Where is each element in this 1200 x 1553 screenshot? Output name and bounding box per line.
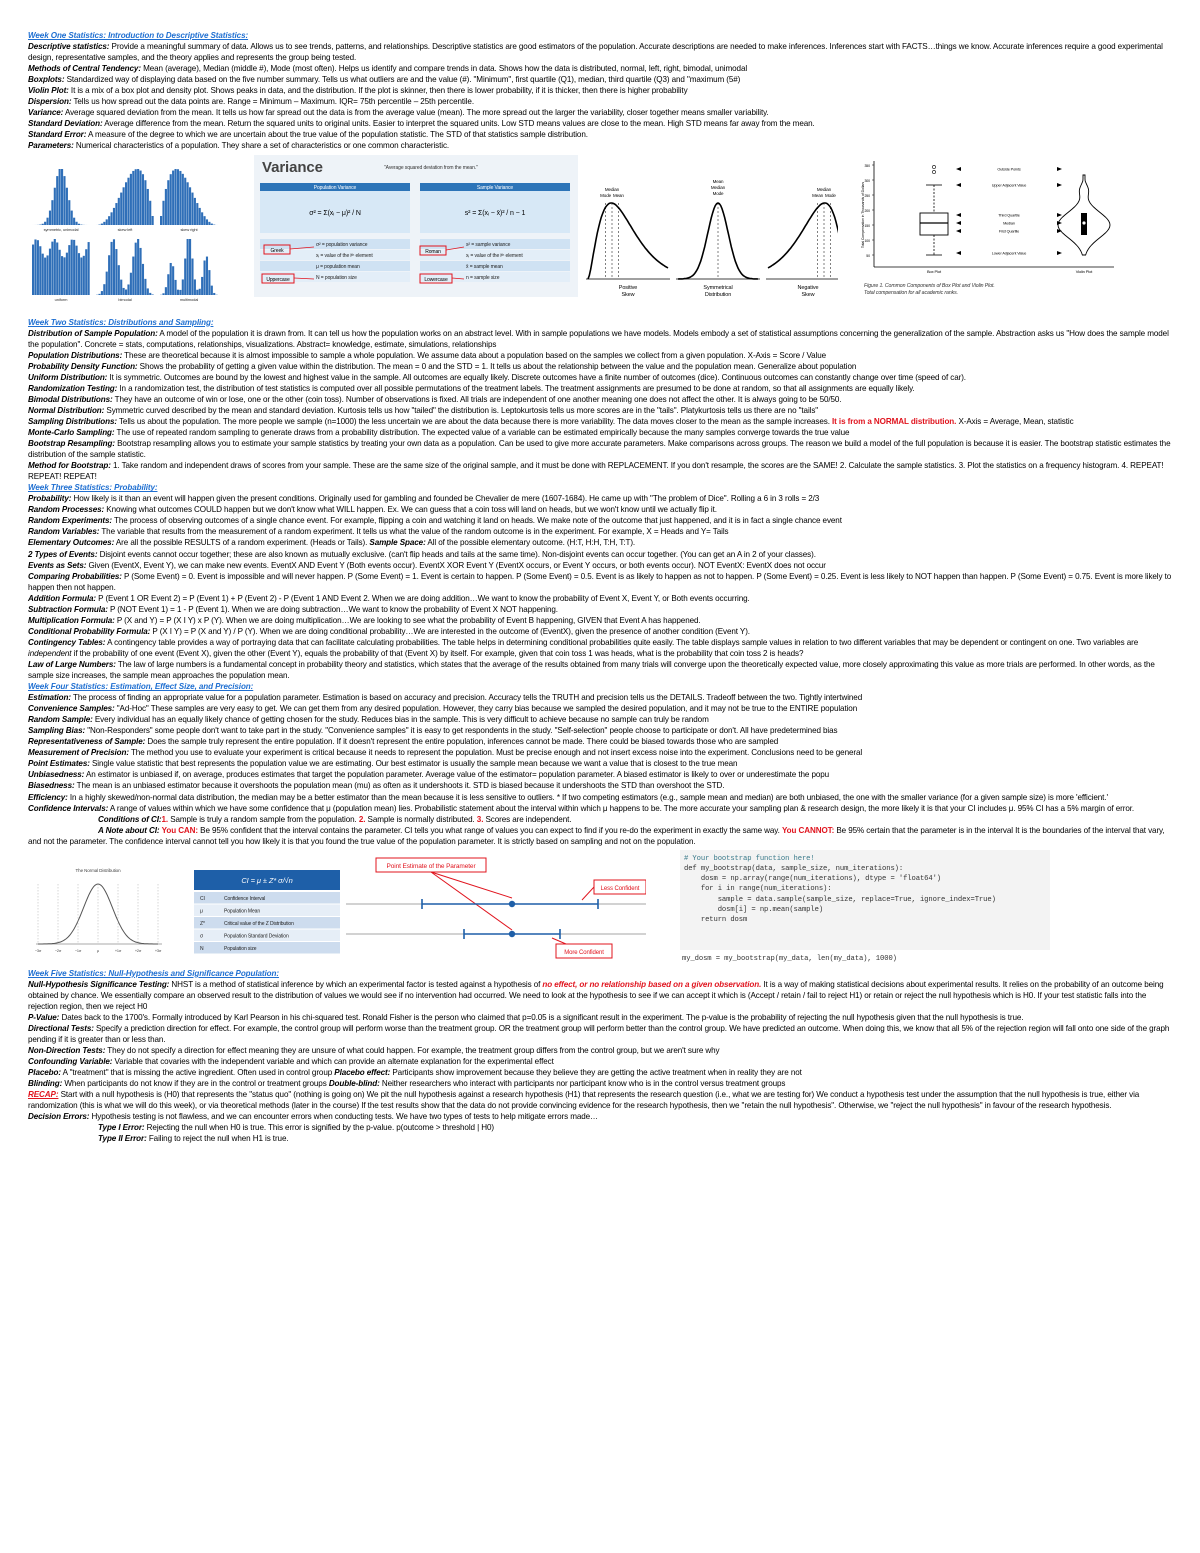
variance-quote: "Average squared deviation from the mean.": [384, 164, 478, 171]
greek-label: Greek: [270, 247, 284, 254]
skew-mark-label: Mean: [712, 178, 724, 184]
skew-label: Positive: [618, 284, 638, 291]
w4-item: Measurement of Precision: The method you use to evaluate your experiment is critical because it needs to represent the population. Must be precise enough and not insert excess noise into the experiment. Conclusions need to be general: [28, 748, 863, 758]
histogram-bar: [115, 249, 117, 295]
skew-mark-label: Median: [710, 184, 726, 190]
type1-error: Type I Error: Rejecting the null when H0 is true. This error is signified by the p-value. p(outcome > threshold | H0): [98, 1123, 494, 1133]
w2-item: Sampling Distributions: Tells us about the population. The more people we sample (n=1000) the less uncertain we are about the data because there is more variability. The data moves closer to the mean as the sample increases. It is from a NORMAL distribution. X-Axis = Average, Mean, statistic: [28, 416, 1074, 426]
w3-item: Events as Sets: Given (EventX, Event Y), we can make new events. EventX AND Event Y (Both events occur). EventX XOR Event Y (EventX occurs, or Event Y occurs, or both events occur). NOT EventX: EventX does not occur: [28, 560, 826, 570]
w3-item: Subtraction Formula: P (NOT Event 1) = 1 - P (Event 1). When we are doing subtraction…We want to know the probability of Event X NOT happening.: [28, 604, 558, 614]
histogram-bar: [125, 182, 127, 225]
skew-label: Distribution: [704, 291, 732, 298]
w3-item: Addition Formula: P (Event 1 OR Event 2) = P (Event 1) + P (Event 2) - P (Event 1 AND Event 2. When we are doing addition…We want to know the probability of Event X, Event Y, or Both events occurring.: [28, 593, 750, 603]
histogram-bar: [206, 256, 208, 294]
histogram-bar: [147, 188, 149, 224]
histogram-bar: [63, 176, 65, 225]
histogram-bar: [56, 242, 58, 295]
w3-item: Comparing Probabilities: P (Some Event) = 0. Event is impossible and will never happen. P (Some Event) = 1. Event is certain to happen. P (Some Event) = 0.5. Event is as likely to happen as not to happen. P (Some Event) = 0.25. Event is less likely to NOT happen than happen. P (Some Event) = 0.75. Event is more likely to happen then not happen.: [28, 571, 1172, 592]
w5-item: Confounding Variable: Variable that covaries with the independent variable and which can provide an alternate explanation for the experimental effect: [28, 1057, 554, 1067]
w5-item: Placebo: A "treatment" that is missing the active ingredient. Often used in control group Placebo effect: Participants show improvement because they believe they are getting the active treatment when in reality they are not: [28, 1068, 802, 1078]
uppercase-label: Uppercase: [266, 276, 290, 283]
histogram-bar: [179, 289, 181, 294]
w3-item: Contingency Tables: A contingency table provides a way of portraying data that can facilitate calculating probabilities. The table helps in determining conditional probabilities quite easily. The table displays sample values in relation to two different variables that may be dependent or contingent on one. Two variables are independent if the probability of one event (Event X), given the other (Event Y), equals the probability of that (Event X) by itself. For example, given that coin toss 1 was heads, what is the probability that coin toss 2 is heads?: [28, 637, 1139, 658]
lowercase-label: Lowercase: [424, 276, 448, 283]
w3-item: Random Processes: Knowing what outcomes COULD happen but we don't know what WILL happen. Ex. We can guess that a coin toss will land on heads, but we won't know until we actually flip it.: [28, 505, 717, 515]
more-confident-label: More Confident: [564, 949, 604, 956]
population-variance-label: Population Variance: [313, 184, 357, 191]
histogram-label: skew left: [117, 226, 133, 232]
w4-item: Unbiasedness: An estimator is unbiased if, on average, produces estimates that target the population parameter. Average value of the estimator= population parameter. A biased estimator is likely to over or underestimate the popu: [28, 770, 830, 780]
violin-xlabel: Violin Plot: [1075, 268, 1093, 274]
skew-mark-label: Mean: [812, 192, 824, 198]
histogram-label: symmetric, unimodal: [43, 226, 79, 232]
population-symbol-row: σ² = population variance: [316, 241, 368, 248]
ci-meaning: Confidence Interval: [224, 895, 266, 902]
histogram-bar: [196, 289, 198, 294]
variance-title: Variance: [262, 158, 323, 176]
histogram-bar: [201, 212, 203, 225]
population-symbol-row: N = population size: [316, 274, 357, 281]
histogram-bar: [213, 292, 215, 294]
histogram-bar: [191, 192, 193, 224]
histogram-bar: [184, 177, 186, 224]
svg-text:300: 300: [864, 178, 870, 183]
histogram-bar: [51, 200, 53, 225]
normal-distribution-figure: [28, 864, 178, 964]
w4-item: Random Sample: Every individual has an equally likely chance of getting chosen for the study. Reduces bias in the sample. This is very difficult to achieve because no sample can truly be random: [28, 715, 709, 725]
skew-label: Symmetrical: [703, 284, 733, 291]
skew-mark-label: Mode: [600, 192, 612, 198]
week4-figures: [28, 850, 1173, 965]
histogram-bar: [130, 272, 132, 294]
histogram-bar: [78, 253, 80, 295]
svg-text:50: 50: [866, 253, 870, 258]
w2-item: Population Distributions: These are theoretical because it is almost impossible to sample a whole population. We assume data about a population based on the samples we collect from a given population. X-Axis = Score / Value: [28, 350, 827, 360]
w2-item: Distribution of Sample Population: A model of the population it is drawn from. It can tell us how the population works on an abstract level. With in sample populations we have models. Models embody a set of statistical assumptions concerning the generalization of the sample. Abstraction asks us "How does the sample model the population". Concrete = stats, computations, relationships, visualizations. Abstract= knowledge, estimate, simulations, relationships: [28, 328, 1169, 349]
histogram-bar: [179, 170, 181, 224]
type2-error: Type II Error: Failing to reject the null when H1 is true.: [98, 1134, 289, 1144]
svg-text:250: 250: [864, 193, 870, 198]
histogram-bar: [47, 255, 49, 295]
histogram-bar: [182, 279, 184, 295]
histogram-bar: [184, 258, 186, 294]
population-variance-formula: σ² = Σ(xᵢ − μ)² / N: [309, 209, 361, 217]
skew-label: Skew: [621, 291, 635, 298]
ci-formula: CI = μ ± Z* σ/√n: [241, 875, 293, 885]
histogram-bar: [206, 219, 208, 225]
code-line: dosm = np.array(range(num_iterations), dtype = 'float64'): [684, 875, 942, 884]
w4-item: Representativeness of Sample: Does the sample truly represent the entire population. If it doesn't represent the entire population, inferences cannot be made. There could be biased towards those who are sampled: [28, 737, 779, 747]
week2-heading: Week Two Statistics: Distributions and Sampling:: [28, 317, 214, 327]
bootstrap-code-block: [680, 850, 1050, 950]
histogram-bar: [37, 240, 39, 295]
histogram-bar: [127, 284, 129, 295]
histogram-bar: [101, 223, 103, 224]
skew-mark-label: Median: [604, 186, 620, 192]
ci-symbol: CI: [200, 895, 205, 902]
histogram-bar: [152, 216, 154, 225]
less-confident-label: Less Confident: [600, 885, 640, 892]
skew-curve: [768, 203, 838, 279]
histogram-bar: [177, 169, 179, 225]
histogram-bar: [39, 246, 41, 295]
histogram-bar: [108, 216, 110, 225]
histogram-bar: [137, 169, 139, 225]
w1-item: Standard Error: A measure of the degree to which we are uncertain about the true value of the population statistic. The STD of that statistics sample distribution.: [28, 130, 588, 140]
w5-item: P-Value: Dates back to the 1700's. Formally introduced by Karl Pearson in his chi-squared test. Ronald Fisher is the person who claimed that p=0.05 is a significant result in the experiment. The p-value is the probability of rejecting the null hypothesis given that the null hypothesis is true.: [28, 1012, 1024, 1022]
box-annotation: Third Quartile: [998, 213, 1020, 218]
histogram-bar: [135, 242, 137, 294]
histogram-bar: [127, 177, 129, 224]
histogram-bar: [162, 293, 164, 295]
w1-item: Descriptive statistics: Provide a meaningful summary of data. Allows us to see trends, patterns, and relationships. Descriptive statistics are good estimators of the population. Accurate descriptions are needed to make inferences. Inferences start with FACTS…things we know. Accurate inferences require a good experimental design, representative samples, and the theory applies and represents the group being tested.: [28, 42, 1163, 63]
histogram-bar: [137, 239, 139, 295]
sample-symbol-row: s² = sample variance: [466, 241, 511, 248]
skew-mark-label: Mode: [712, 190, 724, 196]
study-sheet: [28, 30, 1173, 1145]
population-symbol-row: xᵢ = value of the iᵗʰ element: [316, 252, 373, 259]
histogram-bar: [147, 288, 149, 295]
histogram-bar: [113, 207, 115, 224]
distribution-histograms: [32, 169, 220, 309]
histogram-bar: [76, 245, 78, 294]
w1-item: Dispersion: Tells us how spread out the data points are. Range = Minimum – Maximum. IQR= 75th percentile – 25th percentile.: [28, 97, 474, 107]
ci-meaning: Critical value of the Z Distribution: [224, 920, 294, 927]
w2-item: Monte-Carlo Sampling: The use of repeated random sampling to generate draws from a probability distribution. The expected value of a variable can be estimated empirically because the many samples converge towards the true value: [28, 427, 850, 437]
box-annotation: Lower Adjacent Value: [991, 251, 1027, 256]
week1-heading: Week One Statistics: Introduction to Descriptive Statistics:: [28, 31, 249, 40]
histogram-bar: [208, 270, 210, 295]
ci-meaning: Population size: [224, 945, 257, 952]
histogram-bar: [63, 257, 65, 295]
histogram-bar: [189, 187, 191, 225]
svg-text:+3σ: +3σ: [154, 948, 162, 953]
w1-item: Standard Deviation: Average difference from the mean. Return the squared units to original units. Easier to interpret the squared units. Low STD means values are close to the mean. High STD means far away from the mean.: [28, 119, 815, 129]
histogram-bar: [175, 279, 177, 294]
histogram-bar: [108, 255, 110, 295]
skew-curves: [568, 169, 838, 309]
w2-item: Bootstrap Resampling: Bootstrap resampling allows you to estimate your sample statistics by treating your own data as a population. Can be used to give more accurate parameters. Make comparisons across groups. The reason we build a model of the full population is because it is easier. The bootstrap statistic estimates the distribution of the sample statistic.: [28, 439, 1171, 460]
skew-label: Negative: [797, 284, 819, 291]
histogram-bar: [98, 293, 100, 294]
recap: RECAP: Start with a null hypothesis is (H0) that represents the "status quo" (nothing is going on) We pit the null hypothesis against a research hypothesis (H1) that represents the research question (i.e., what we are testing for) We conduct a hypothesis test under the assumption that the null hypothesis is true, either via randomization (this is what we will do this week), or via theoretical methods (later in the course) If the test results show that the data do not provide convincing evidence for the research hypothesis, then we "retain the null hypothesis". Otherwise, we "reject the null hypothesis" in favour of the research hypothesis.: [28, 1090, 1140, 1111]
w2-item: Probability Density Function: Shows the probability of getting a given value within the distribution. The mean = 0 and the STD = 1. It tells us about the relationship between the value and the population mean. Generalize about population: [28, 361, 857, 371]
week3-heading: Week Three Statistics: Probability:: [28, 483, 158, 493]
histogram-bar: [68, 200, 70, 225]
histogram-bar: [56, 176, 58, 225]
svg-text:150: 150: [864, 223, 870, 228]
histogram-bar: [211, 223, 213, 224]
histogram-label: uniform: [54, 296, 68, 302]
confidence-interval-diagram: [346, 854, 646, 962]
svg-text:100: 100: [864, 238, 870, 243]
histogram-bar: [59, 169, 61, 225]
w4-item: Efficiency: In a highly skewed/non-normal data distribution, the median may be a better estimator than the mean because it is less sensitive to outliers. * If two competing estimators (e.g., sample mean and median) are both unbiased, the one with the smaller variance (for a given sample size) is more 'efficient.': [28, 792, 1108, 802]
histogram-bar: [120, 279, 122, 294]
w1-item: Variance: Average squared deviation from the mean. It tells us how far spread out the data is from the average value (mean). The more spread out the larger the variability, closer together means smaller variability.: [28, 108, 769, 118]
histogram-bar: [125, 289, 127, 294]
normal-title: The Normal Distribution: [75, 867, 121, 873]
histogram-bar: [71, 239, 73, 294]
histogram-bar: [61, 169, 63, 225]
box-annotation: First Quartile: [998, 229, 1020, 234]
w2-item: Uniform Distribution: It is symmetric. Outcomes are bound by the lowest and highest value in the sample. All outcomes are equally likely. Discrete outcomes have a finite number of outcomes (dice). Continuous outcomes can constantly change over time (speed of car).: [28, 372, 966, 382]
w4-item: Estimation: The process of finding an appropriate value for a population parameter. Estimation is based on accuracy and precision. Accuracy tells the TRUTH and precision tells us the DETAILS. Tradeoff between the two. Tightly intertwined: [28, 693, 863, 703]
code-line: for i in range(num_iterations):: [684, 885, 832, 894]
population-symbol-row: μ = population mean: [316, 263, 360, 270]
w4-item: Convenience Samples: "Ad-Hoc" These samples are very easy to get. We can get them from any desired population. However, they carry bias because we sampled the desired population, and it may not be true to the ENTIRE population: [28, 704, 858, 714]
histogram-bar: [135, 169, 137, 225]
histogram-bar: [149, 292, 151, 294]
box-ylabel: Total Compensation in Thousands of Dollars: [861, 181, 865, 248]
histogram-bar: [140, 247, 142, 294]
week1-figures: [28, 155, 1173, 315]
histogram-bar: [208, 221, 210, 224]
w3-item: Random Variables: The variable that results from the measurement of a random experiment. It tells us what the value of the random outcome is in the experiment. For example, X = Heads and Y= Tails: [28, 527, 729, 537]
histogram-bar: [32, 244, 34, 294]
histogram-bar: [88, 242, 90, 295]
sample-symbol-row: x̄ = sample mean: [466, 263, 503, 270]
w5-item: Blinding: When participants do not know if they are in the control or treatment groups Double-blind: Neither researchers who interact with participants nor participant know who is in the control versus treatment groups: [28, 1079, 786, 1089]
histogram-bar: [106, 219, 108, 225]
w3-item: 2 Types of Events: Disjoint events cannot occur together; these are also known as mutually exclusive. (can't flip heads and tails at the same time). Non-disjoint events can occur together. (You can get an A in 2 of your classes).: [28, 549, 816, 559]
histogram-bar: [44, 221, 46, 224]
w4-item: Biasedness: The mean is an unbiased estimator because it overshoots the population mean (mu) as often as it undershoots it. STD is biased because it undershoots the STD than overshoot the STD.: [28, 781, 725, 791]
roman-label: Roman: [425, 248, 441, 255]
histogram-bar: [149, 200, 151, 224]
w3-item: Probability: How likely is it than an event will happen given the present conditions. Originally used for gambling and founded be Chevalier de mere (1607-1684). He came up with "The problem of Dice". Rolling a 6 in 3 rolls = 2/3: [28, 494, 820, 504]
w3-item: Conditional Probability Formula: P (X I Y) = P (X and Y) / P (Y). When we are doing conditional probability…We are interested in the outcome of (EventX), given the presence of another condition (Event Y).: [28, 626, 750, 636]
box-annotation: Outside Points: [997, 167, 1021, 172]
w3-item: Law of Large Numbers: The law of large numbers is a fundamental concept in probability theory and statistics, which states that the average of the results obtained from many trials will converge upon the theoretically expected value, more closely approximating this value as more trials are performed. In other words, as the sample size increases, the sample mean approaches the population mean.: [28, 659, 1155, 681]
histogram-bar: [34, 239, 36, 295]
variance-diagram: [254, 155, 578, 297]
w3-item: Random Experiments: The process of observing outcomes of a single chance event. For example, flipping a coin and watching it land on heads. We make note of the outcome that just happened, and it is in fact a single chance event: [28, 516, 842, 526]
histogram-bar: [144, 180, 146, 225]
week5-definitions: [28, 1012, 1173, 1089]
histogram-bar: [189, 239, 191, 295]
histogram-bar: [204, 260, 206, 294]
histogram-bar: [113, 239, 115, 295]
histogram-bar: [175, 169, 177, 225]
w3-item: Multiplication Formula: P (X and Y) = P (X I Y) x P (Y). When we are doing multiplication…We are looking to see what the probability of Event B happening, GIVEN that Event A has happened.: [28, 615, 701, 625]
week1-definitions: [28, 41, 1173, 151]
w1-item: Violin Plot: It is a mix of a box plot and density plot. Shows peaks in data, and the distribution. If the plot is skinner, then there is lower probability, if it is thicker, then there is higher probability: [28, 86, 688, 96]
histogram-bar: [118, 197, 120, 224]
histogram-bar: [73, 239, 75, 294]
histogram-bar: [172, 266, 174, 295]
w4-item: Point Estimates: Single value statistic that best represents the population value we are estimating. Our best estimator is usually the sample mean because we want a value that is closest to the true mean: [28, 759, 738, 769]
week4-heading: Week Four Statistics: Estimation, Effect Size, and Precision:: [28, 682, 254, 692]
boxplot-violin-figure: [834, 155, 1134, 315]
histogram-bar: [76, 221, 78, 224]
svg-text:+1σ: +1σ: [114, 948, 122, 953]
w3-item: Elementary Outcomes: Are all the possible RESULTS of a random experiment. (Heads or Tails). Sample Space: All of the possible elementary outcome. (H:T, H:H, T:H, T:T).: [28, 538, 636, 548]
histogram-bar: [123, 187, 125, 225]
sample-variance-label: Sample Variance: [476, 184, 514, 191]
w1-item: Parameters: Numerical characteristics of a population. They share a set of characteristics or one common characteristic.: [28, 141, 450, 151]
decision-errors: Decision Errors: Hypothesis testing is not flawless, and we can encounter errors when conducting tests. We have two types of tests to help mitigate errors made…: [28, 1112, 599, 1122]
histogram-bar: [59, 249, 61, 294]
histogram-bar: [51, 241, 53, 294]
histogram-bar: [103, 221, 105, 224]
histogram-bar: [115, 203, 117, 225]
bootstrap-call: my_dosm = my_bootstrap(my_data, len(my_data), 1000): [682, 954, 897, 963]
skew-curve: [588, 203, 668, 279]
histogram-bar: [111, 241, 113, 294]
histogram-bar: [142, 263, 144, 294]
w2-item: Method for Bootstrap: 1. Take random and independent draws of scores from your sample. These are the same size of the original sample, and it must be done with REPLACEMENT. If you don't resample, the scores are the SAME! 2. Calculate the sample statistics. 3. Plot the statistics on a frequency histogram. 4. REPEAT! REPEAT! REPEAT!: [28, 461, 1164, 482]
ci-conditions: Conditions of CI:1. Sample is truly a random sample from the population. 2. Sample is normally distributed. 3. Scores are independent.: [98, 814, 572, 824]
histogram-bar: [68, 245, 70, 295]
histogram-bar: [85, 249, 87, 295]
histogram-bar: [83, 255, 85, 294]
svg-text:−3σ: −3σ: [34, 948, 42, 953]
skew-mark-label: Mode: [824, 192, 836, 198]
w1-item: Boxplots: Standardized way of displaying data based on the five number summary. Tells us what outliers are and the value (#). "Minimum", first quartile (Q1), median, third quartile (Q3) and "maximum (5#): [28, 75, 741, 85]
histogram-bar: [170, 262, 172, 294]
histogram-bar: [165, 188, 167, 224]
box-annotation: Upper Adjacent Value: [991, 183, 1027, 188]
svg-text:−2σ: −2σ: [54, 948, 62, 953]
w4-item: Confidence Intervals: A range of values within which we have some confidence that μ (population mean) lies. Probabilistic statement about the interval within which μ happens to be. The more accurate your sampling plan & research design, the more likely it is that your CI includes μ. 95% CI has a 5% margin of error.: [28, 803, 1135, 813]
code-line: dosm[i] = np.mean(sample): [684, 905, 824, 914]
histogram-bar: [111, 212, 113, 225]
ci-formula-table: [194, 870, 340, 956]
histogram-bar: [177, 289, 179, 294]
histogram-bar: [42, 253, 44, 294]
week5-heading: Week Five Statistics: Null-Hypothesis and Significance Population:: [28, 968, 279, 978]
ci-meaning: Population Standard Deviation: [224, 933, 289, 940]
histogram-bar: [132, 170, 134, 224]
histogram-bar: [167, 274, 169, 295]
histogram-bar: [204, 216, 206, 225]
w2-item: Normal Distribution: Symmetric curved described by the mean and standard deviation. Kurtosis tells us how "tailed" the distribution is. Leptokurtosis tells us more scores are in the "tails". Platykurtosis tells us there are no "tails": [28, 405, 819, 415]
variance-figure: [254, 155, 578, 297]
histogram-bar: [103, 284, 105, 295]
w2-item: Randomization Testing: In a randomization test, the distribution of test statistics is computed over all possible permutations of the treatment labels. The treatment assignments are presumed to be done at random, so that all assignments are equally likely.: [28, 383, 915, 393]
histogram-bar: [132, 256, 134, 294]
histogram-bar: [187, 239, 189, 295]
histogram-bar: [47, 217, 49, 224]
sample-variance-formula: s² = Σ(xᵢ − x̄)² / n − 1: [464, 209, 526, 217]
histogram-label: bimodal: [118, 296, 132, 302]
ci-meaning: Population Mean: [224, 908, 261, 915]
histogram-bar: [199, 207, 201, 224]
ci-symbol: μ: [200, 908, 203, 915]
svg-text:200: 200: [864, 208, 870, 213]
histogram-bar: [199, 288, 201, 294]
histogram-bar: [49, 210, 51, 224]
histogram-bar: [194, 197, 196, 224]
w4-item: Sampling Bias: "Non-Responders" some people don't want to take part in the study. "Convenience samples" it is easy to get respondents in the study. "Self-selection" people choose to participate or don't. All have predetermined bias: [28, 726, 838, 736]
ci-symbol: σ: [200, 933, 203, 940]
histogram-bar: [80, 257, 82, 295]
ci-note: A Note about CI: You CAN: Be 95% confident that the interval contains the parameter. CI tells you what range of values you can expect to find if you re-do the experiment in exactly the same way. You CANNOT: Be 95% certain that the parameter is in the interval It is the boundaries of the interval that vary, and not the parameter. The confidence interval cannot tell you how likely it is that you found the true value of the population parameter. It is strictly based on sampling and not on the population.: [28, 825, 1165, 846]
w5-item: Non-Direction Tests: They do not specify a direction for effect meaning they are unsure of what could happen. For example, the treatment group differs from the control group, but we aren't sure why: [28, 1046, 720, 1056]
histogram-bar: [201, 276, 203, 294]
histogram-label: skew right: [180, 226, 198, 232]
histogram-bar: [120, 192, 122, 224]
histogram-bar: [144, 278, 146, 294]
nhst-definition: Null-Hypothesis Significance Testing: NHST is a method of statistical inference by which an experimental factor is tested against a hypothesis of no effect, or no relationship based on a given observation. It is a way of making statistical decisions about experimental results. It relies on the probability of an outcome being obtained by chance. We essentially compare an observed result to the distribution of values we would see if no intervention had occurred. We need to look at the hypothesis to see if we can accept it which is (Accept / retain / fail to reject H1) or retain or reject the null hypothesis which is H0. If your test statistic falls into the rejection region, then we reject H0: [28, 979, 1164, 1011]
code-line: def my_bootstrap(data, sample_size, num_iterations):: [684, 864, 904, 873]
sample-symbol-row: xᵢ = value of the iᵗʰ element: [466, 252, 523, 259]
histogram-bar: [123, 287, 125, 294]
histogram-bar: [78, 223, 80, 224]
histogram-bar: [130, 173, 132, 224]
histogram-label: multimodal: [179, 296, 199, 302]
histogram-bar: [172, 170, 174, 224]
histogram-bar: [152, 294, 154, 295]
skew-mark-label: Median: [816, 186, 832, 192]
histogram-bar: [194, 279, 196, 295]
histogram-bar: [118, 265, 120, 295]
histogram-bar: [54, 239, 56, 295]
histogram-bar: [187, 182, 189, 225]
histogram-bar: [211, 285, 213, 294]
week3-definitions: [28, 493, 1173, 681]
histogram-bar: [49, 248, 51, 294]
histogram-bar: [191, 258, 193, 294]
code-line: sample = data.sample(sample_size, replace=True, ignore_index=True): [684, 895, 996, 904]
skew-mark-label: Mean: [612, 192, 624, 198]
ci-symbol: Z*: [200, 920, 205, 927]
box-caption: Total compensation for all academic ranks.: [864, 289, 958, 296]
histogram-bar: [42, 223, 44, 224]
svg-text:−1σ: −1σ: [74, 948, 82, 953]
box-caption: Figure 1. Common Components of Box Plot and Violin Plot.: [864, 282, 995, 289]
svg-text:350: 350: [864, 163, 870, 168]
histogram-bar: [61, 256, 63, 295]
histogram-bar: [165, 287, 167, 295]
histogram-bar: [71, 210, 73, 224]
histogram-bar: [140, 170, 142, 224]
histogram-bar: [66, 252, 68, 294]
week4-definitions: [28, 692, 1173, 814]
histogram-bar: [160, 216, 162, 225]
histogram-bar: [196, 203, 198, 225]
histogram-bar: [167, 180, 169, 225]
point-estimate-label: Point Estimate of the Parameter: [386, 862, 476, 870]
histogram-bar: [162, 200, 164, 224]
svg-text:μ: μ: [96, 948, 100, 953]
box-annotation: Median: [1003, 221, 1015, 226]
w1-item: Methods of Central Tendency: Mean (average), Median (middle #), Mode (most often). Helps us identify and compare trends in data. Shows how the data is distributed, normal, left, right, bimodal, unimodal: [28, 64, 748, 74]
svg-text:+2σ: +2σ: [134, 948, 142, 953]
histogram-bar: [54, 187, 56, 224]
w5-item: Directional Tests: Specify a prediction direction for effect. For example, the control group will perform worse than the treatment group. OR the treatment group will perform better than the control group. We have predicted an outcome. When doing this, we know that all 5% of the rejection region will fall onto one side of the graph pending if it is greater than or less than.: [28, 1024, 1170, 1045]
week2-definitions: [28, 328, 1173, 483]
ci-symbol: N: [200, 945, 204, 952]
histogram-bar: [44, 257, 46, 294]
sample-symbol-row: n = sample size: [466, 274, 500, 281]
histogram-bar: [101, 291, 103, 295]
histogram-bar: [106, 271, 108, 294]
histogram-bar: [170, 174, 172, 225]
histogram-bar: [182, 173, 184, 224]
histogram-bar: [73, 217, 75, 224]
skew-label: Skew: [801, 291, 815, 298]
code-line: return dosm: [684, 915, 748, 924]
histogram-bar: [142, 174, 144, 225]
code-line: # Your bootstrap function here!: [684, 854, 815, 863]
w2-item: Bimodal Distributions: They have an outcome of win or lose, one or the other (coin toss). Number of observations is fixed. All trials are independent of one another meaning one does not affect the other. It is always going to be 50/50.: [28, 394, 842, 404]
histogram-bar: [66, 187, 68, 224]
box-xlabel: Box Plot: [926, 268, 942, 274]
